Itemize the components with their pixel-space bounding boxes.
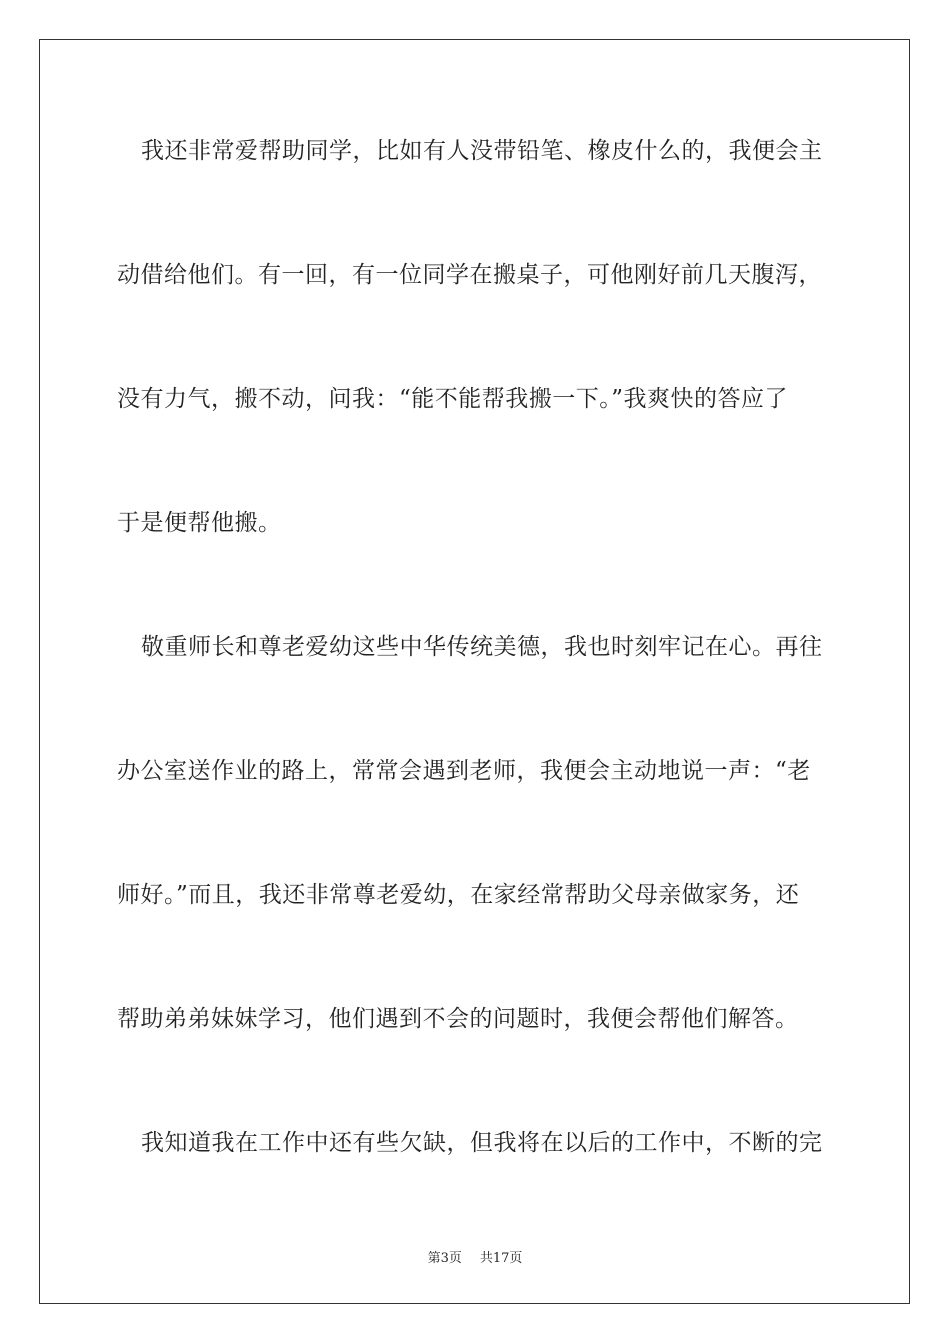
page-number-current: 第3页 [427,1251,462,1266]
page-number-total: 共17页 [479,1251,523,1266]
paragraph-line: 帮助弟弟妹妹学习，他们遇到不会的问题时，我便会帮他们解答。 [117,1006,799,1032]
page-footer [0,1247,950,1266]
paragraph-line: 于是便帮他搬。 [117,510,282,536]
page-border [39,39,910,1304]
paragraph-line: 没有力气，搬不动，问我：“能不能帮我搬一下。”我爽快的答应了 [117,386,789,412]
paragraph-line: 我还非常爱帮助同学，比如有人没带铅笔、橡皮什么的，我便会主 [141,138,823,164]
paragraph-line: 师好。”而且，我还非常尊老爱幼，在家经常帮助父母亲做家务，还 [117,882,800,908]
paragraph-line: 敬重师长和尊老爱幼这些中华传统美德，我也时刻牢记在心。再往 [141,634,823,660]
paragraph-line: 我知道我在工作中还有些欠缺，但我将在以后的工作中，不断的完 [141,1130,823,1156]
paragraph-line: 动借给他们。有一回，有一位同学在搬桌子，可他刚好前几天腹泻， [117,262,822,288]
paragraph-line: 办公室送作业的路上，常常会遇到老师，我便会主动地说一声：“老 [117,758,811,784]
